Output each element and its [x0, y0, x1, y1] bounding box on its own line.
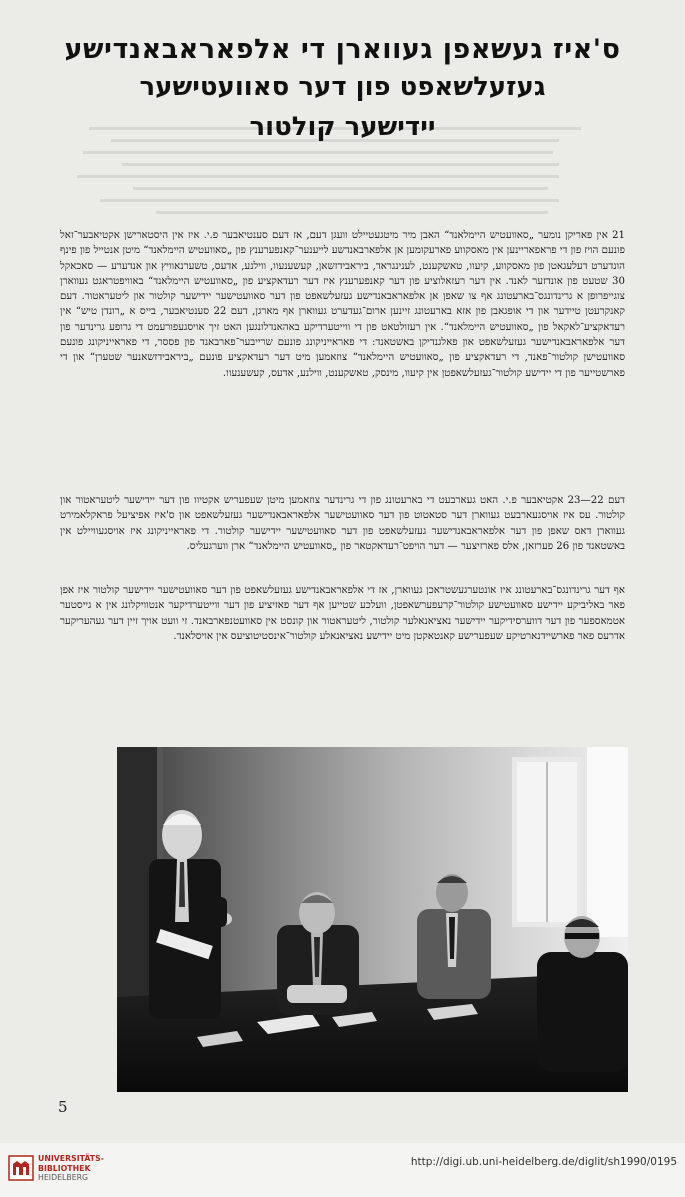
headline-line-3: יידישער קולטור [249, 112, 436, 142]
library-logo-text [38, 1154, 104, 1183]
logo-line-1: UNIVERSITÄTS- [38, 1154, 104, 1163]
logo-line-2: BIBLIOTHEK [38, 1163, 91, 1173]
source-url-link[interactable]: http://digi.ub.uni-heidelberg.de/diglit/sh1990/0195 [410, 1156, 677, 1168]
article-paragraph [60, 583, 625, 644]
paragraph-1-text: 21 אין פאריקן נומער „סאוועטיש היימלאנד“ האבן מיר מיטגעטיילט וועגן דעם, אז דעם סענטיאבער פ.י. איז אין היסטארישן אקטיאבער־זאל פונעם הויז פון די פראפאריינען אין מאסקווע פארעקומען אן אלפארבאנדשע לייענער־קאנפערענץ פון „סאוועטיש היימלאנד“ מיטן אנטייל פון פינף הונדערט דעלעגאטן פון מאסקווע, קיעוו, טאשקענט, לענינגראד, ביראבידזשאן, קעשענעוו, ווילנע, אדעס, טשערנאוויץ און אנדערע — סאכאקל 30 שטעט פון אונדזער לאנד. אין דער רעזאלוציע פון דער קאנפערענץ איז דער רעדאקציע פון „סאוועטיש היימלאנד“ באוויפטראגט געווארן צוגייפרופן א גרינדונגס־בארעטונג אף צו שאפן אן אלפאראבאנדישע געזעלשאפט פון דער סאוועטישער יידישער קולטור און ליטעראטור. דעם קאנקרעטן טיידער און די אופגאבן פון אזא בארעטונג זיינען ארום־געדערט געווארן אף מארגן, דעם 22 סענטיאבער, בייס א „רונדן טיש“ אין רעדאקציע־לאקאל פון „סאוועטיש היימלאנד“. אין רעזולטאט פון די ווייטערדיקע באהאנדלונגען האט זיך אויסגעפורעמט די גרופע גרינדער פון דער אלפאראבאנדישער געזעלשאפט און פאלגנדיקן באשטאנד: די פאראייניקונג פונעם שרייבער־פארבאנד פון פססר, די פאראייניקונג פונעם סאוועטישן קולטור־פאנד, די רעדאקציע פון „סאוועטיש היימלאנד“ צוזאמען מיט דער רעדאקציע פונעם „ביראבידזשאנער שטערן“ און די פארשטייער פון די יידישע קולטור־געזעלשאפטן אין קיעוו, מינסק, טאשקענט, ווילנע, אדעס, קעשענעוו. [60, 230, 626, 379]
paragraph-3-text: אף דער גרינדונגס־בארעטונג איז אונטערגעשטראכן געווארן, אז די אלפאראבאנדישע געזעלשאפט פון דער סאוועטישער יידישער קולטור איז אפן פאר באליביקע יידישע סאוועטישע קולטור־קרעפערשאפטן, וועלכע שטייען אף דער פאזיציע פון דער ווייטערדיקער אנטוויקלונג אין א גייסטער אטמאספער פון דער דווערסידיקער יידישער נאציאנאלער קולטור, ליטעראטור און קונסט אין סאוועטנפארבאנד. זי וועט אויך זיין דער געהעריקער אדרעס פאר פארשיידנארטיקע שעפערישע קאנטאקטן מיט יידישע נאציאנאלע קולטור־אינסטיטוציעס אין אויסלאנד. [60, 585, 625, 642]
paragraph-2-text: דעם 22—23 אקטיאבער פ.י. האט געארבעט די בארעטונג פון די גרינדער צוזאמען מיטן שעפעריש אקטיוו פון דער יידישער ליטעראטור און קולטור. עס איז אויסגעארבעט געווארן דער סטאטוט פון דער סאוועטישער אלפאראבאנדישער געזעלשאפט און ס'איז אפיציעל פראקלאמירט געווארן דאס שאפן פון דער אלפאראבאנדישער געזעלשאפט פון דער סאוועטישער יידישער קולטור. די פאראייניקונג איז אויסגעוויילט אין באשטאנד פון 26 פערזאן, אלס פארזיצער — דער הויפט־רעדאקטאר פון „סאוועטיש היימלאנד“ ארן ווערגעליס. [60, 495, 625, 552]
logo-line-3: HEIDELBERG [38, 1173, 89, 1182]
article-paragraph [60, 228, 625, 381]
meeting-photo [117, 747, 628, 1092]
university-seal-icon [8, 1155, 34, 1181]
headline-line-1: ס'איז געשאפן געווארן די אלפאראבאנדישע [64, 34, 621, 65]
headline-line-2: געזעלשאפט פון דער סאוועטישער [139, 72, 546, 102]
page-number: 5 [58, 1098, 68, 1116]
article-paragraph [60, 493, 625, 554]
